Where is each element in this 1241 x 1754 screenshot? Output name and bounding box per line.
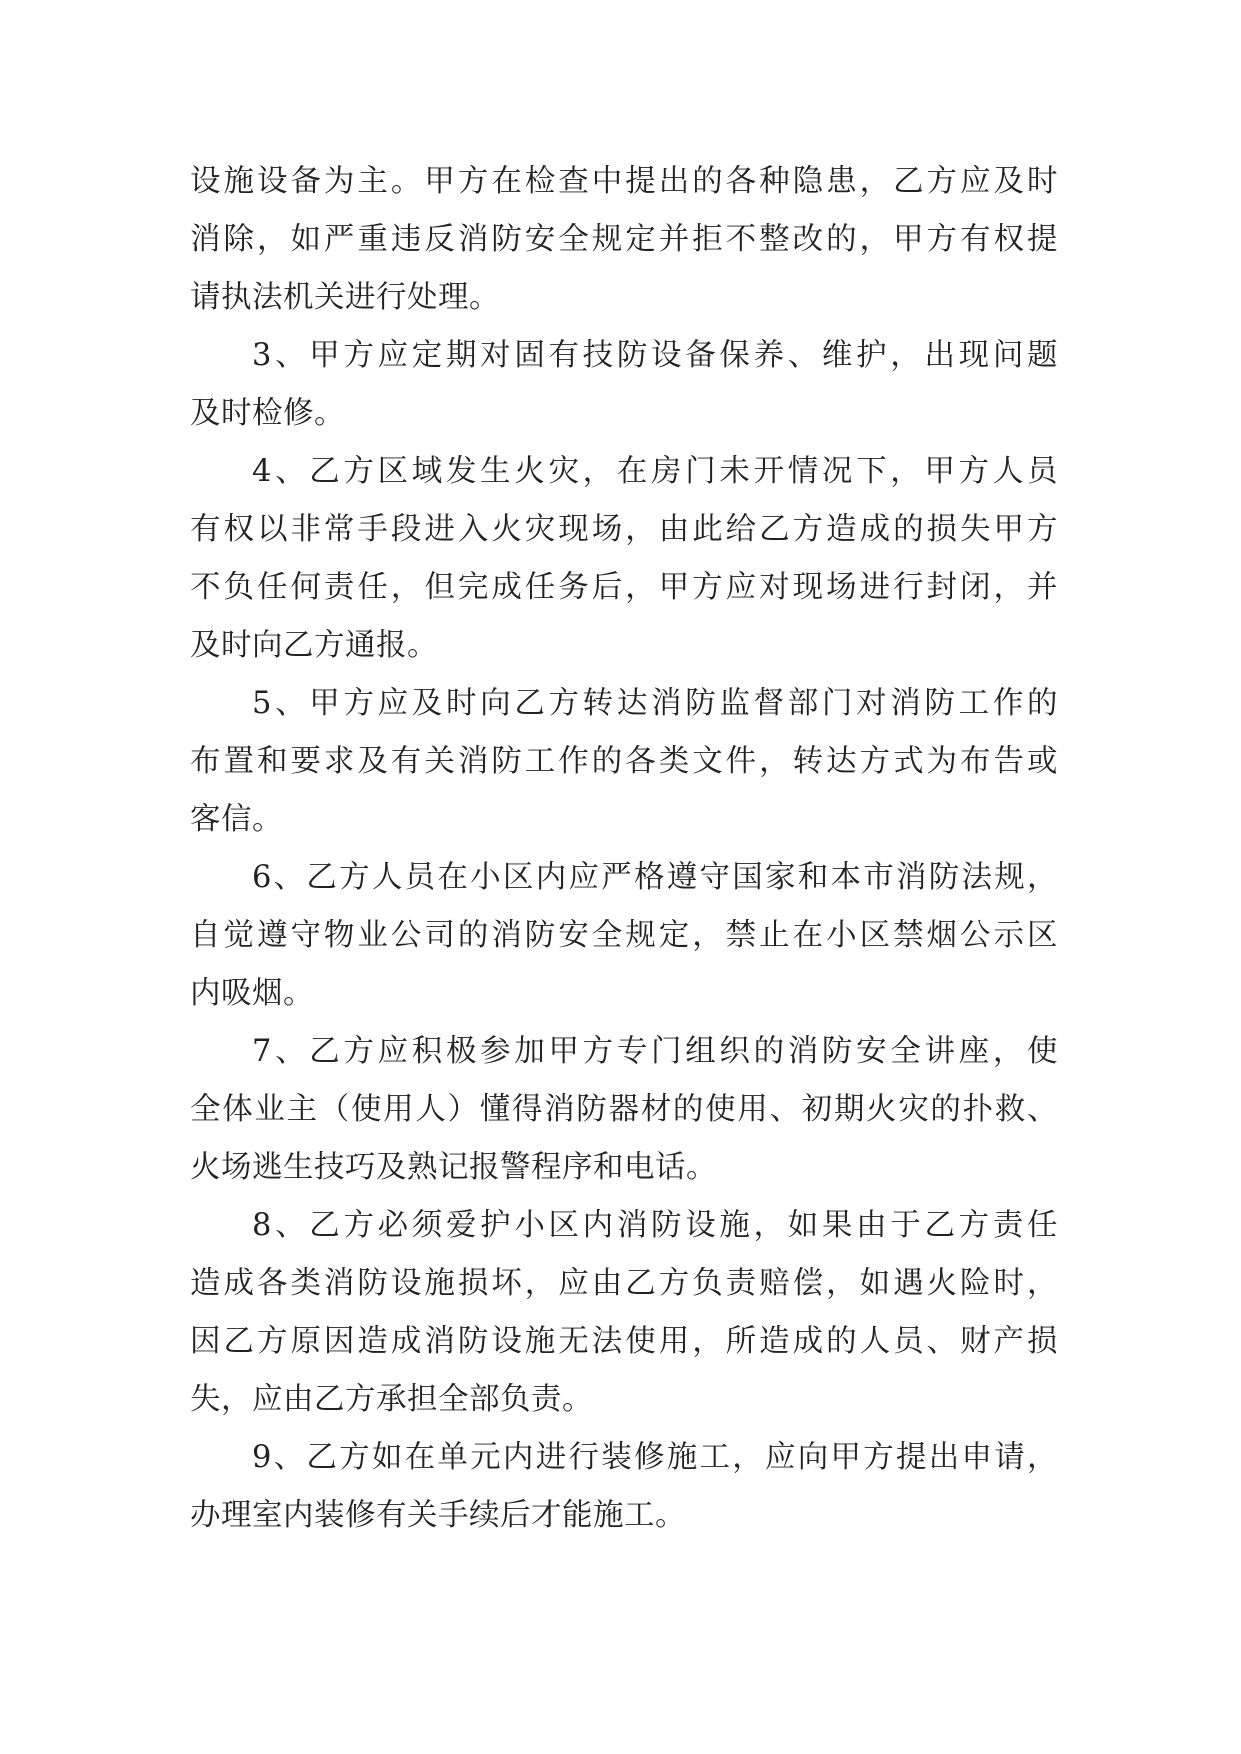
text-line: 8、乙方必须爱护小区内消防设施，如果由于乙方责任 xyxy=(252,1208,1058,1243)
text-line: 办理室内装修有关手续后才能施工。 xyxy=(190,1498,686,1533)
paragraph-item-4 xyxy=(190,443,1058,675)
paragraph-item-5 xyxy=(190,675,1058,849)
paragraph-continuation xyxy=(190,153,1058,327)
text-line: 客信。 xyxy=(190,802,283,837)
text-line: 有权以非常手段进入火灾现场，由此给乙方造成的损失甲方 xyxy=(190,512,1058,547)
paragraph-item-6 xyxy=(190,849,1058,1023)
text-line: 9、乙方如在单元内进行装修施工，应向甲方提出申请， xyxy=(252,1440,1058,1475)
text-line: 因乙方原因造成消防设施无法使用，所造成的人员、财产损 xyxy=(190,1324,1058,1359)
text-line: 消除，如严重违反消防安全规定并拒不整改的，甲方有权提 xyxy=(190,222,1058,257)
text-line: 失，应由乙方承担全部负责。 xyxy=(190,1382,593,1417)
text-line: 4、乙方区域发生火灾，在房门未开情况下，甲方人员 xyxy=(252,454,1058,489)
paragraph-item-3 xyxy=(190,327,1058,443)
text-line: 设施设备为主。甲方在检查中提出的各种隐患，乙方应及时 xyxy=(190,164,1058,199)
text-line: 自觉遵守物业公司的消防安全规定，禁止在小区禁烟公示区 xyxy=(190,918,1058,953)
text-line: 火场逃生技巧及熟记报警程序和电话。 xyxy=(190,1150,717,1185)
text-line: 造成各类消防设施损坏，应由乙方负责赔偿，如遇火险时， xyxy=(190,1266,1058,1301)
text-line: 及时检修。 xyxy=(190,396,345,431)
text-line: 6、乙方人员在小区内应严格遵守国家和本市消防法规， xyxy=(252,860,1058,895)
text-line: 及时向乙方通报。 xyxy=(190,628,438,663)
paragraph-item-7 xyxy=(190,1023,1058,1197)
text-line: 请执法机关进行处理。 xyxy=(190,280,500,315)
text-line: 3、甲方应定期对固有技防设备保养、维护，出现问题 xyxy=(252,338,1058,373)
document-body xyxy=(190,153,1058,1545)
paragraph-item-9 xyxy=(190,1429,1058,1545)
text-line: 7、乙方应积极参加甲方专门组织的消防安全讲座，使 xyxy=(252,1034,1058,1069)
text-line: 内吸烟。 xyxy=(190,976,314,1011)
text-line: 布置和要求及有关消防工作的各类文件，转达方式为布告或 xyxy=(190,744,1058,779)
text-line: 不负任何责任，但完成任务后，甲方应对现场进行封闭，并 xyxy=(190,570,1058,605)
text-line: 全体业主（使用人）懂得消防器材的使用、初期火灾的扑救、 xyxy=(190,1092,1058,1127)
paragraph-item-8 xyxy=(190,1197,1058,1429)
text-line: 5、甲方应及时向乙方转达消防监督部门对消防工作的 xyxy=(252,686,1058,721)
